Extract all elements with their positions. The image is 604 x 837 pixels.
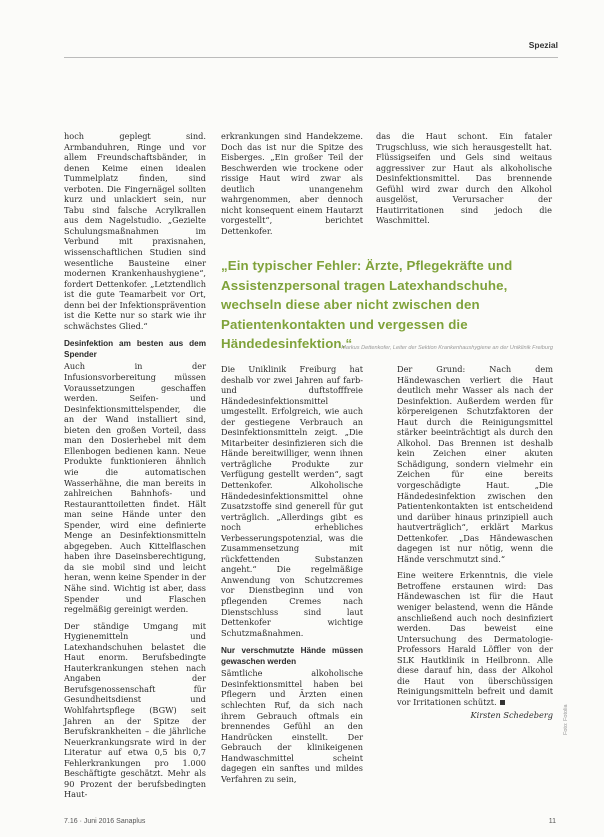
- column-5: [397, 364, 553, 720]
- column-3: [376, 131, 552, 226]
- end-mark-icon: [500, 700, 505, 705]
- pull-quote: „Ein typischer Fehler: Ärzte, Pflegekräfte und Assistenzpersonal tragen Latexhandschuhe, wechseln diese aber nicht zwischen den Patientenkontakten und vergessen die Händedesinfektion.“: [221, 258, 513, 351]
- column-2: [221, 131, 363, 236]
- pull-quote-source: Markus Dettenkofer, Leiter der Sektion Krankenhaushygiene an der Uniklinik Freiburg: [341, 345, 553, 351]
- footer-issue: 7.16 · Juni 2016 Sanaplus: [64, 818, 146, 825]
- paragraph: Der Grund: Nach dem Händewaschen verliert die Haut deutlich mehr Wasser als nach der Desinfektion. Außerdem werden für körpereigenen Schutzfaktoren der Haut durch die Reinigungsmittel stärker beeinträchtigt als durch den Alkohol. Das Brennen ist deshalb kein Zeichen einer akuten Schädigung, sondern vielmehr ein Zeichen für eine bereits vorgeschädigte Haut. „Die Händedesinfektion zwischen den Patientenkontakten ist entscheidend und darüber hinaus prinzipiell auch hautverträglich“, erklärt Markus Dettenkofer. „Das Händewaschen dagegen ist nur nötig, wenn die Hände verschmutzt sind.“: [397, 364, 553, 564]
- paragraph: Die Uniklinik Freiburg hat deshalb vor zwei Jahren auf farb- und duftstofffreie Händedesinfektionsmittel umgestellt. Erfolgreich, wie auch der gestiegene Verbrauch an Desinfektionsmitteln zeigt. „Die Mitarbeiter desinfizieren sich die Hände bereitwilliger, wenn ihnen verträgliche Produkte zur Verfügung gestellt werden“, sagt Dettenkofer. Alkoholische Händedesinfektionsmittel ohne Zusatzstoffe sind generell für gut verträglich. „Allerdings gibt es noch erhebliches Verbesserungspotenzial, was die Zusammensetzung mit rückfettenden Substanzen angeht.“ Die regelmäßige Anwendung von Schutzcremes vor Dienstbeginn und von pflegenden Cremes nach Dienstschluss sind laut Dettenkofer wichtige Schutzmaßnahmen.: [221, 364, 363, 638]
- paragraph: Sämtliche alkoholische Desinfektionsmittel haben bei Pflegern und Ärzten einen schlechten Ruf, da sich nach ihrem Gebrauch oftmals ein brennendes Gefühl an den Handrücken einstellt. Der Gebrauch der klinikeigenen Handwaschmittel scheint dagegen ein sanftes und mildes Verfahren zu sein,: [221, 668, 363, 784]
- column-4: [221, 364, 363, 784]
- paragraph: Der ständige Umgang mit Hygienemitteln und Latexhandschuhen belastet die Haut enorm. Berufsbedingte Hauterkrankungen stehen nach Angaben der Berufsgenossenschaft für Gesundheitsdienst und Wohlfahrtspflege (BGW) seit Jahren an der Spitze der Berufskrankheiten – die jährliche Neuerkrankungsrate wird in der Literatur auf etwa 0,5 bis 0,7 Fehlerkrankungen pro 1.000 Beschäftigte geschätzt. Mehr als 90 Prozent der berufsbedingten Haut-: [64, 620, 206, 800]
- paragraph: hoch geplegt sind. Armbanduhren, Ringe und vor allem Freundschaftsbänder, in denen Keime einen idealen Tummelplatz finden, sind verboten. Die Fingernägel sollten kurz und unlackiert sein, nur Tabu sind falsche Acrylkrallen aus dem Nagelstudio. „Gezielte Schulungsmaßnahmen im Verbund mit praxisnahen, wissenschaftlichen Studien sind wesentliche Bausteine einer modernen Krankenhaushygiene“, fordert Dettenkofer. „Letztendlich ist die gute Teamarbeit vor Ort, denn bei der Infektionsprävention ist die Kette nur so stark wie ihr schwächstes Glied.“: [64, 131, 206, 331]
- page-number: 11: [548, 818, 556, 825]
- subheading: Desinfektion am besten aus dem Spender: [64, 339, 206, 359]
- paragraph: Auch in der Infusionsvorbereitung müssen Voraussetzungen geschaffen werden. Seifen- und Desinfektionsmittelspender, die an der Wand installiert sind, bieten den großen Vorteil, dass man den Dosierhebel mit dem Ellenbogen bedienen kann. Neue Produkte funktionieren ähnlich wie die automatischen Wasserhähne, die man bereits in zahlreichen Bahnhofs- und Restauranttoiletten findet. Hält man seine Hände unter den Spender, wird eine definierte Menge an Desinfektionsmitteln abgegeben. Auch Kittelflaschen haben ihre Daseinsberechtigung, da sie mobil sind und leicht heran, wenn keine Spender in der Nähe sind. Wichtig ist aber, dass Spender und Flaschen regelmäßig gereinigt werden.: [64, 361, 206, 615]
- subheading: Nur verschmutzte Hände müssen gewaschen werden: [221, 646, 363, 666]
- paragraph: das die Haut schont. Ein fataler Trugschluss, wie sich herausgestellt hat. Flüssigseifen und Gels sind weitaus aggressiver zur Haut als alkoholische Desinfektionsmittel. Das brennende Gefühl wird zwar durch den Alkohol ausgelöst, Verursacher der Hautirritationen sind jedoch die Waschmittel.: [376, 131, 552, 226]
- paragraph: erkrankungen sind Handekzeme. Doch das ist nur die Spitze des Eisberges. „Ein großer Teil der Beschwerden wie trockene oder rissige Haut wird zwar als deutlich unangenehm wahrgenommen, aber dennoch nicht konsequent einem Hautarzt vorgestellt“, berichtet Dettenkofer.: [221, 131, 363, 236]
- paragraph: [397, 570, 553, 707]
- photo-credit: Foto: Fotolia: [563, 704, 569, 735]
- section-label: Spezial: [528, 40, 558, 50]
- header-rule: [64, 57, 558, 58]
- paragraph-text: Eine weitere Erkenntnis, die viele Betroffene erstaunen wird: Das Händewaschen ist für die Haut weniger belastend, wenn die Hände anschließend auch noch desinfiziert werden. Das beweist eine Untersuchung des Dermatologie-Professors Harald Löffler von der SLK Hautklinik in Heilbronn. Alle diese darauf hin, dass der Alkohol die Haut von überschüssigen Reinigungsmitteln befreit und damit vor Irritationen schützt.: [397, 570, 553, 707]
- author: Kirsten Schedeberg: [470, 709, 553, 720]
- column-1: [64, 131, 206, 800]
